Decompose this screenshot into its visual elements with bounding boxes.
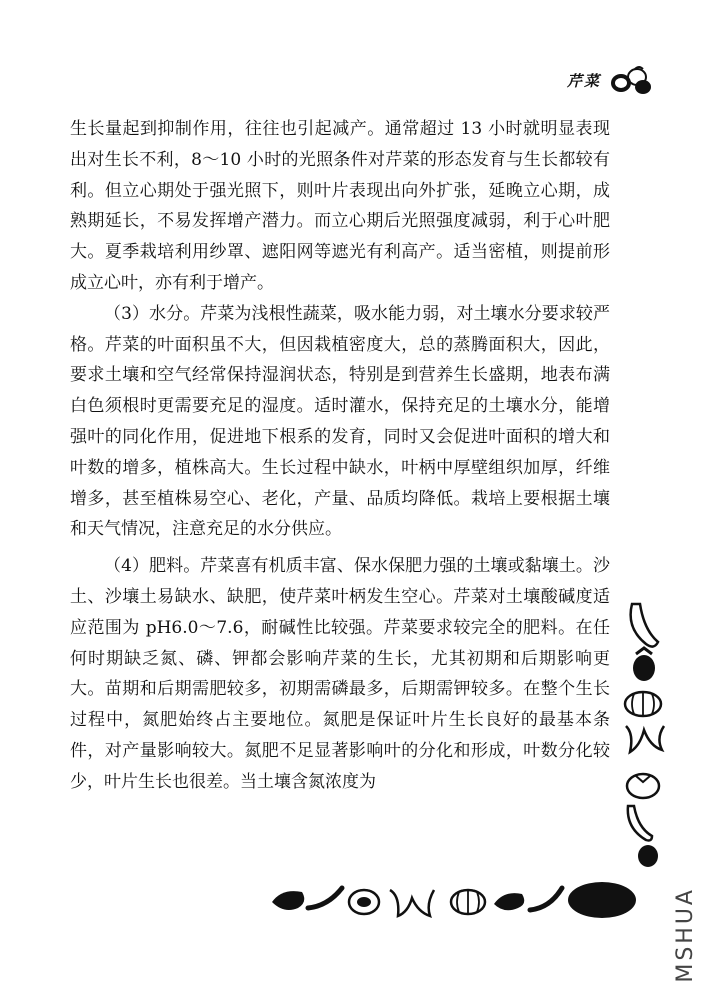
cabbage-icon: [626, 726, 664, 752]
side-vegetable-column: [618, 600, 668, 870]
running-title: 芹菜: [566, 71, 601, 90]
body-text: [70, 114, 610, 798]
cabbage-icon: [390, 890, 434, 916]
running-header: [567, 62, 653, 98]
cucumber-icon: [308, 888, 342, 908]
eggplant-icon: [638, 845, 658, 867]
watermark: MSHUA: [673, 887, 698, 983]
chili-pepper-icon: [628, 806, 652, 841]
vegetable-cluster-icon: [609, 63, 653, 97]
paragraph-water: （3）水分。芹菜为浅根性蔬菜，吸水能力弱，对土壤水分要求较严格。芹菜的叶面积虽不大，但因栽植密度大，总的蒸腾面积大，因此，要求土壤和空气经常保持湿润状态，特别是到营养生长盛期，地表布满白色须根时更需要充足的湿度。适时灌水，保持充足的土壤水分，能增强叶的同化作用，促进地下根系的发育，同时又会促进叶面积的增大和叶数的增多，植株高大。生长过程中缺水，叶柄中厚壁组织加厚，纤维增多，甚至植株易空心、老化，产量、品质均降低。栽培上要根据土壤和天气情况，注意充足的水分供应。: [70, 303, 610, 540]
page-number-blob: [568, 882, 636, 918]
tomato-icon: [349, 890, 379, 914]
eggplant-icon: [272, 891, 304, 910]
bottom-vegetable-row: [268, 878, 638, 922]
chili-pepper-icon: [631, 604, 658, 647]
pumpkin-icon: [625, 692, 661, 716]
cucumber-icon: [530, 888, 562, 910]
pumpkin-icon: [451, 890, 485, 914]
tomato-icon: [627, 774, 659, 798]
eggplant-icon: [494, 893, 524, 910]
paragraph-fertilizer: （4）肥料。芹菜喜有机质丰富、保水保肥力强的土壤或黏壤土。沙土、沙壤土易缺水、缺肥，使芹菜叶柄发生空心。芹菜对土壤酸碱度适应范围为 pH6.0～7.6，耐碱性比较强。芹菜要求较完全的肥料。在任何时期缺乏氮、磷、钾都会影响芹菜的生长，尤其初期和后期影响更大。苗期和后期需肥较多，初期需磷最多，后期需钾较多。在整个生长过程中，氮肥始终占主要地位。氮肥是保证叶片生长良好的最基本条件，对产量影响较大。氮肥不足显著影响叶的分化和形成，叶数分化较少，叶片生长也很差。当土壤含氮浓度为: [70, 556, 610, 792]
paragraph-continued: 生长量起到抑制作用，往往也引起减产。通常超过 13 小时就明显表现出对生长不利，8～10 小时的光照条件对芹菜的形态发育与生长都较有利。但立心期处于强光照下，则叶片表现出向外扩张，延晚立心期，成熟期延长，不易发挥增产潜力。而立心期后光照强度减弱，利于心叶肥大。夏季栽培利用纱罩、遮阳网等遮光有利高产。适当密植，则提前形成立心叶，亦有利于增产。: [70, 119, 610, 293]
eggplant-icon: [633, 648, 655, 681]
